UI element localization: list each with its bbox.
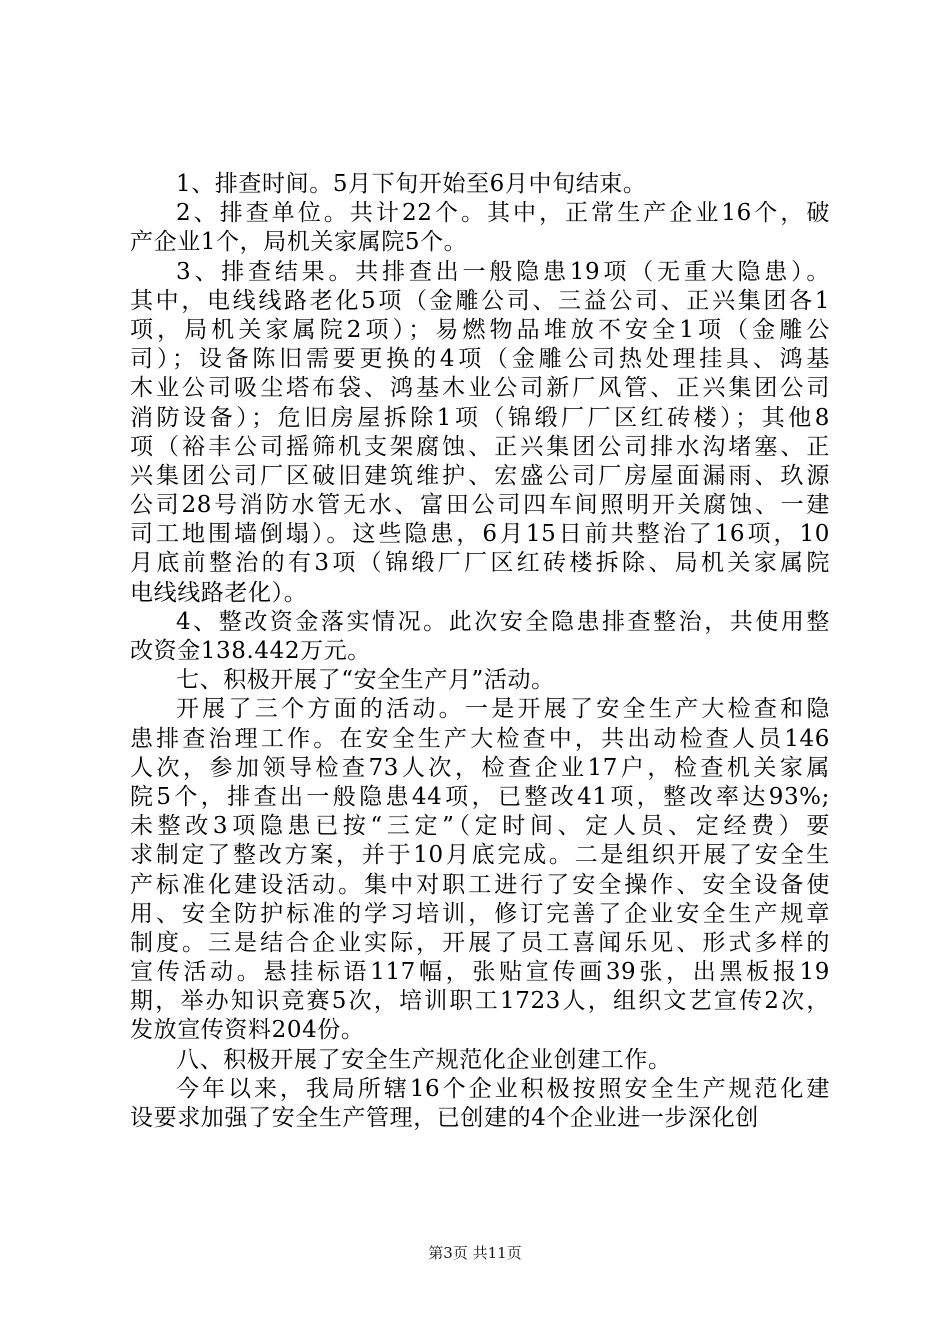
paragraph-line: 今年以来，我局所辖16个企业积极按照安全生产规范化建 (176, 1075, 830, 1102)
paragraph-line: 七、积极开展了“安全生产月”活动。 (176, 667, 555, 694)
paragraph-line: 消防设备）；危旧房屋拆除1项（锦缎厂厂区红砖楼）；其他8 (130, 404, 830, 431)
paragraph-line: 院5个，排查出一般隐患44项，已整改41项，整改率达93%; (130, 783, 830, 810)
paragraph-line: 公司28号消防水管无水、富田公司四车间照明开关腐蚀、一建 (130, 492, 830, 519)
paragraph-line: 宣传活动。悬挂标语117幅，张贴宣传画39张，出黑板报19 (130, 959, 830, 986)
document-body (130, 170, 830, 1133)
paragraph-line: 项，局机关家属院2项）；易燃物品堆放不安全1项（金雕公 (130, 316, 830, 343)
paragraph-line: 木业公司吸尘塔布袋、鸿基木业公司新厂风管、正兴集团公司 (130, 375, 830, 402)
paragraph-line: 期，举办知识竞赛5次，培训职工1723人，组织文艺宣传2次， (130, 988, 830, 1015)
paragraph-line: 求制定了整改方案，并于10月底完成。二是组织开展了安全生 (130, 842, 830, 869)
page-footer: 第3页 共11页 (428, 1244, 522, 1262)
paragraph-line: 制度。三是结合企业实际，开展了员工喜闻乐见、形式多样的 (130, 929, 830, 956)
paragraph-line: 患排查治理工作。在安全生产大检查中，共出动检查人员146 (130, 725, 830, 752)
paragraph-line: 3、排查结果。共排查出一般隐患19项（无重大隐患）。 (176, 258, 830, 285)
paragraph-line: 司工地围墙倒塌）。这些隐患，6月15日前共整治了16项，10 (130, 521, 830, 548)
paragraph-line: 项（裕丰公司摇筛机支架腐蚀、正兴集团公司排水沟堵塞、正 (130, 433, 830, 460)
paragraph-line: 月底前整治的有3项（锦缎厂厂区红砖楼拆除、局机关家属院 (130, 550, 830, 577)
paragraph-line: 兴集团公司厂区破旧建筑维护、宏盛公司厂房屋面漏雨、玖源 (130, 462, 830, 489)
paragraph-line: 发放宣传资料204份。 (130, 1017, 365, 1044)
paragraph-line: 1、排查时间。5月下旬开始至6月中旬结束。 (176, 171, 647, 197)
paragraph-line: 2、排查单位。共计22个。其中，正常生产企业16个，破 (176, 200, 830, 227)
paragraph-line: 4、整改资金落实情况。此次安全隐患排查整治，共使用整 (176, 608, 830, 635)
paragraph-line: 设要求加强了安全生产管理，已创建的4个企业进一步深化创 (130, 1105, 759, 1131)
paragraph-line: 开展了三个方面的活动。一是开展了安全生产大检查和隐 (176, 696, 830, 723)
paragraph-line: 其中，电线线路老化5项（金雕公司、三益公司、正兴集团各1 (130, 287, 830, 314)
paragraph-line: 用、安全防护标准的学习培训，修订完善了企业安全生产规章 (130, 900, 830, 927)
paragraph-line: 产标准化建设活动。集中对职工进行了安全操作、安全设备使 (130, 871, 830, 898)
paragraph-line: 司）；设备陈旧需要更换的4项（金雕公司热处理挂具、鸿基 (130, 346, 830, 373)
paragraph-line: 未整改3项隐患已按“三定”（定时间、定人员、定经费）要 (130, 813, 830, 840)
paragraph-line: 八、积极开展了安全生产规范化企业创建工作。 (176, 1046, 672, 1073)
paragraph-line: 改资金138.442万元。 (130, 638, 371, 664)
paragraph-line: 人次，参加领导检查73人次，检查企业17户，检查机关家属 (130, 754, 830, 781)
paragraph-line: 电线线路老化）。 (130, 579, 308, 606)
paragraph-line: 产企业1个，局机关家属院5个。 (130, 229, 468, 256)
